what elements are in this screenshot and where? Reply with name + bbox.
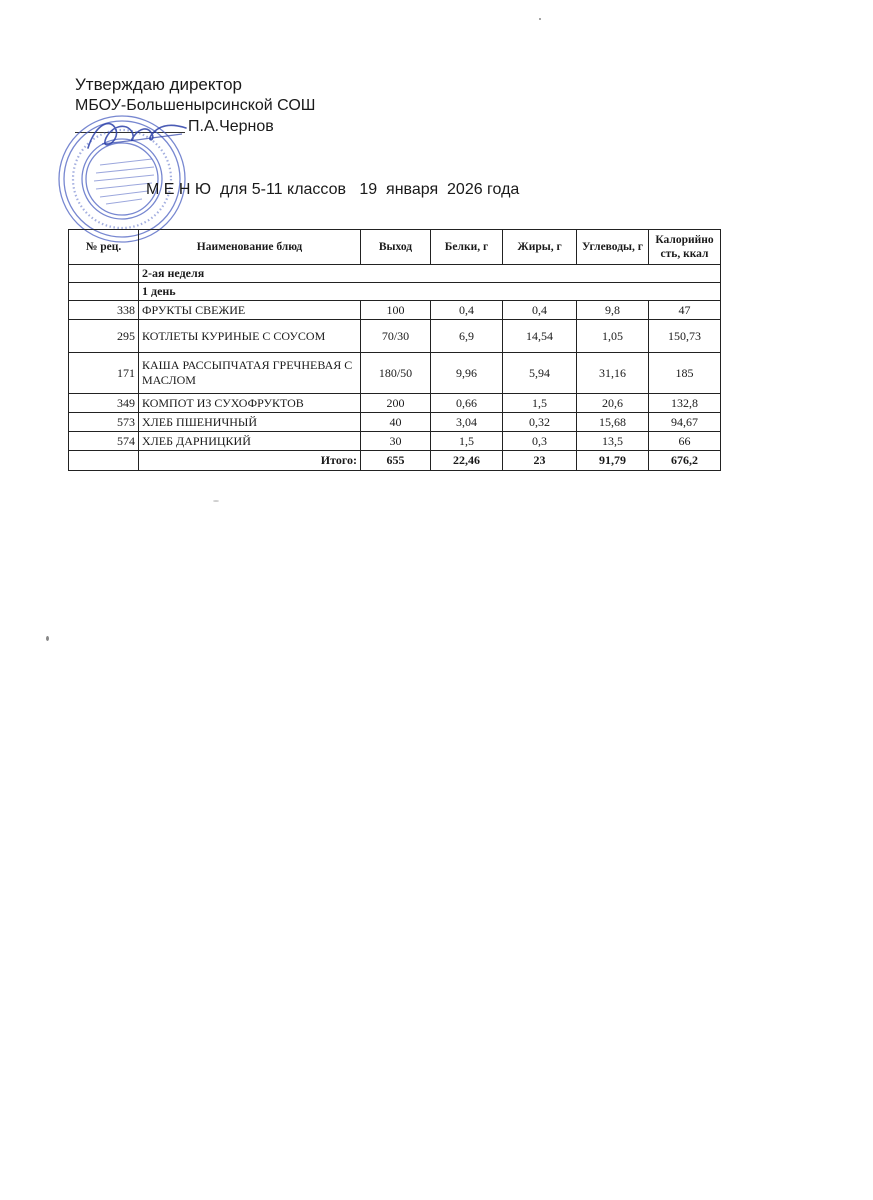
header-protein: Белки, г xyxy=(431,230,503,265)
approval-director-name: П.А.Чернов xyxy=(188,118,274,135)
output-value: 100 xyxy=(361,301,431,320)
dish-name: ХЛЕБ ДАРНИЦКИЙ xyxy=(139,432,361,451)
protein-value: 3,04 xyxy=(431,413,503,432)
dish-name: ФРУКТЫ СВЕЖИЕ xyxy=(139,301,361,320)
total-protein: 22,46 xyxy=(431,451,503,471)
table-row xyxy=(69,413,721,432)
header-fat: Жиры, г xyxy=(503,230,577,265)
table-header-row xyxy=(69,230,721,265)
total-calories: 676,2 xyxy=(649,451,721,471)
calories-value: 150,73 xyxy=(649,320,721,353)
output-value: 200 xyxy=(361,394,431,413)
protein-value: 9,96 xyxy=(431,353,503,394)
protein-value: 0,66 xyxy=(431,394,503,413)
recipe-number: 573 xyxy=(69,413,139,432)
total-fat: 23 xyxy=(503,451,577,471)
fat-value: 0,3 xyxy=(503,432,577,451)
scan-speck xyxy=(213,500,219,502)
header-dish-name: Наименование блюд xyxy=(139,230,361,265)
table-row xyxy=(69,394,721,413)
table-row xyxy=(69,301,721,320)
recipe-number: 295 xyxy=(69,320,139,353)
calories-value: 47 xyxy=(649,301,721,320)
table-row xyxy=(69,320,721,353)
protein-value: 1,5 xyxy=(431,432,503,451)
carbs-value: 13,5 xyxy=(577,432,649,451)
recipe-number: 349 xyxy=(69,394,139,413)
carbs-value: 31,16 xyxy=(577,353,649,394)
fat-value: 1,5 xyxy=(503,394,577,413)
header-calories: Калорийно сть, ккал xyxy=(649,230,721,265)
fat-value: 0,32 xyxy=(503,413,577,432)
header-carbs: Углеводы, г xyxy=(577,230,649,265)
fat-value: 5,94 xyxy=(503,353,577,394)
calories-value: 94,67 xyxy=(649,413,721,432)
output-value: 70/30 xyxy=(361,320,431,353)
approval-title: Утверждаю директор xyxy=(75,75,243,94)
total-output: 655 xyxy=(361,451,431,471)
carbs-value: 20,6 xyxy=(577,394,649,413)
table-row xyxy=(69,432,721,451)
menu-table xyxy=(68,229,721,471)
carbs-value: 15,68 xyxy=(577,413,649,432)
protein-value: 6,9 xyxy=(431,320,503,353)
output-value: 40 xyxy=(361,413,431,432)
output-value: 30 xyxy=(361,432,431,451)
total-row xyxy=(69,451,721,471)
calories-value: 66 xyxy=(649,432,721,451)
fat-value: 14,54 xyxy=(503,320,577,353)
signature-icon xyxy=(82,112,192,160)
dish-name: КОТЛЕТЫ КУРИНЫЕ С СОУСОМ xyxy=(139,320,361,353)
recipe-number: 338 xyxy=(69,301,139,320)
carbs-value: 1,05 xyxy=(577,320,649,353)
scan-speck xyxy=(539,18,541,20)
menu-title: М Е Н Ю для 5-11 классов 19 января 2026 года xyxy=(146,181,520,198)
week-label: 2-ая неделя xyxy=(139,265,721,283)
fat-value: 0,4 xyxy=(503,301,577,320)
scan-speck xyxy=(46,636,49,641)
output-value: 180/50 xyxy=(361,353,431,394)
recipe-number: 171 xyxy=(69,353,139,394)
carbs-value: 9,8 xyxy=(577,301,649,320)
total-carbs: 91,79 xyxy=(577,451,649,471)
header-output: Выход xyxy=(361,230,431,265)
protein-value: 0,4 xyxy=(431,301,503,320)
day-row xyxy=(69,283,721,301)
total-label: Итого: xyxy=(139,451,361,471)
day-label: 1 день xyxy=(139,283,721,301)
dish-name: КОМПОТ ИЗ СУХОФРУКТОВ xyxy=(139,394,361,413)
dish-name: КАША РАССЫПЧАТАЯ ГРЕЧНЕВАЯ С МАСЛОМ xyxy=(139,353,361,394)
recipe-number: 574 xyxy=(69,432,139,451)
calories-value: 185 xyxy=(649,353,721,394)
week-row xyxy=(69,265,721,283)
dish-name: ХЛЕБ ПШЕНИЧНЫЙ xyxy=(139,413,361,432)
approval-organization: МБОУ-Большенырсинской СОШ xyxy=(75,97,316,114)
calories-value: 132,8 xyxy=(649,394,721,413)
header-recipe-number: № рец. xyxy=(69,230,139,265)
table-row xyxy=(69,353,721,394)
